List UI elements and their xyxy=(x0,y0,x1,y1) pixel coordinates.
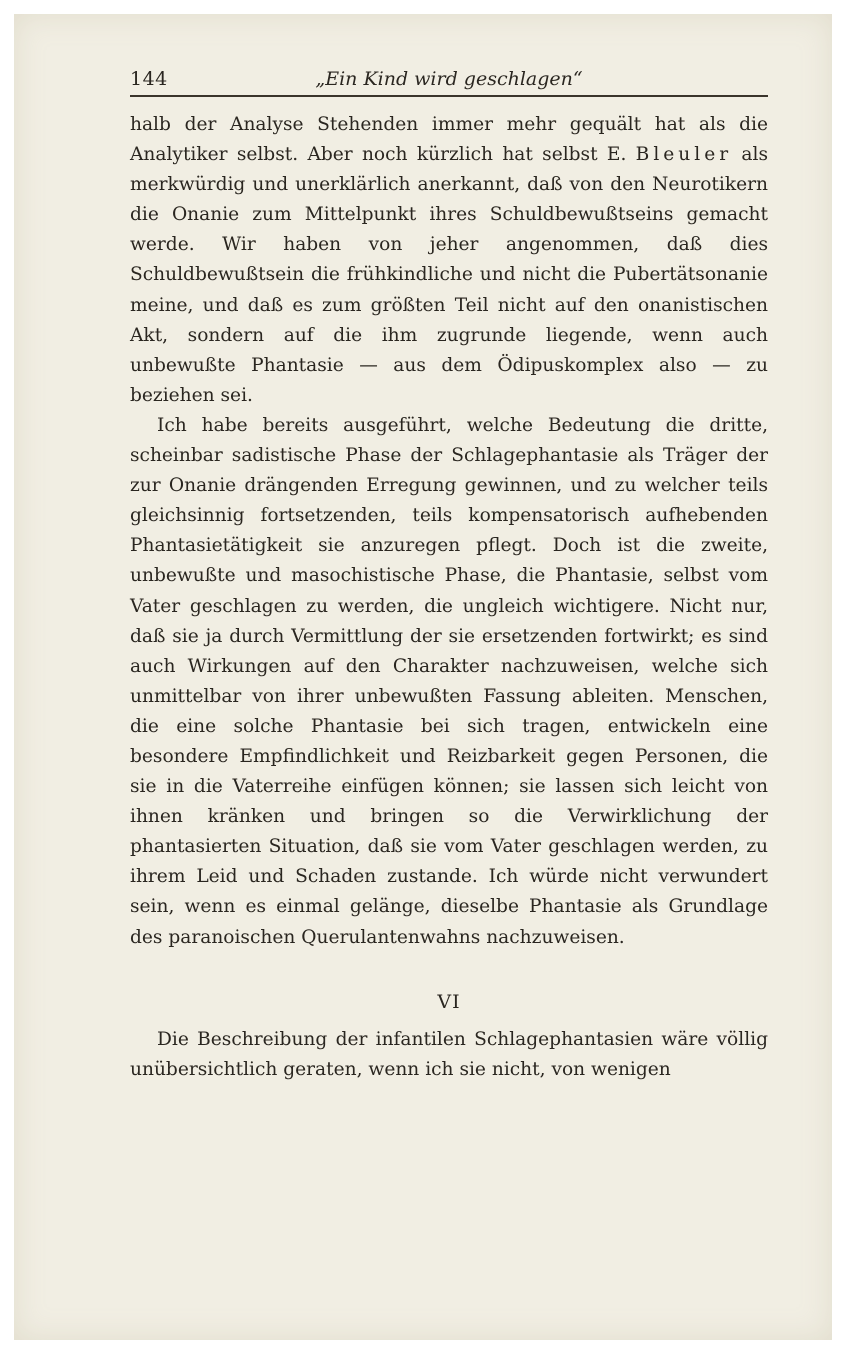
header-rule xyxy=(130,95,768,97)
paragraph-1 xyxy=(130,110,768,411)
running-title: „Ein Kind wird geschlagen“ xyxy=(315,68,583,90)
paragraph-2: Ich habe bereits ausgeführt, welche Bedeutung die dritte, scheinbar sadistische Phase der Schlagephantasie als Träger der zur Onanie drängenden Erregung gewinnen, und zu welcher teils gleichsinnig fortsetzenden, teils kompensatorisch aufhebenden Phantasietätigkeit sie anzuregen pflegt. Doch ist die zweite, unbewußte und masochistische Phase, die Phantasie, selbst vom Vater geschlagen zu werden, die ungleich wichtigere. Nicht nur, daß sie ja durch Vermittlung der sie ersetzenden fortwirkt; es sind auch Wirkungen auf den Charakter nachzuweisen, welche sich unmittelbar von ihrer unbewußten Fassung ableiten. Menschen, die eine solche Phantasie bei sich tragen, entwickeln eine besondere Empfindlichkeit und Reizbarkeit gegen Personen, die sie in die Vaterreihe einfügen können; sie lassen sich leicht von ihnen kränken und bringen so die Verwirklichung der phantasierten Situation, daß sie vom Vater geschlagen werden, zu ihrem Leid und Schaden zustande. Ich würde nicht verwundert sein, wenn es einmal gelänge, dieselbe Phantasie als Grundlage des paranoischen Querulantenwahns nachzuweisen. xyxy=(130,414,768,948)
paragraph-1-part-2: als merkwürdig und unerklärlich anerkannt, daß von den Neurotikern die Onanie zum Mittelpunkt ihres Schuldbewußtseins gemacht werde. Wir haben von jeher angenommen, daß dies Schuldbewußtsein die frühkindliche und nicht die Pubertätsonanie meine, und daß es zum größten Teil nicht auf den onanistischen Akt, sondern auf die ihm zugrunde liegende, wenn auch unbewußte Phantasie — aus dem Ödipuskomplex also — zu beziehen sei. xyxy=(130,144,768,406)
paragraph-1-part-1: halb der Analyse Stehenden immer mehr gequält hat als die Analytiker selbst. Aber noch kürzlich hat selbst E. xyxy=(130,114,768,166)
page-header xyxy=(130,68,768,98)
section-heading: VI xyxy=(437,990,461,1013)
page-number: 144 xyxy=(130,68,168,90)
paragraph-3: Die Beschreibung der infantilen Schlagephantasien wäre völlig unübersichtlich geraten, wenn ich sie nicht, von wenigen xyxy=(130,1028,768,1080)
body-text xyxy=(130,110,768,1085)
author-name-spaced: Bleuler xyxy=(635,144,733,166)
